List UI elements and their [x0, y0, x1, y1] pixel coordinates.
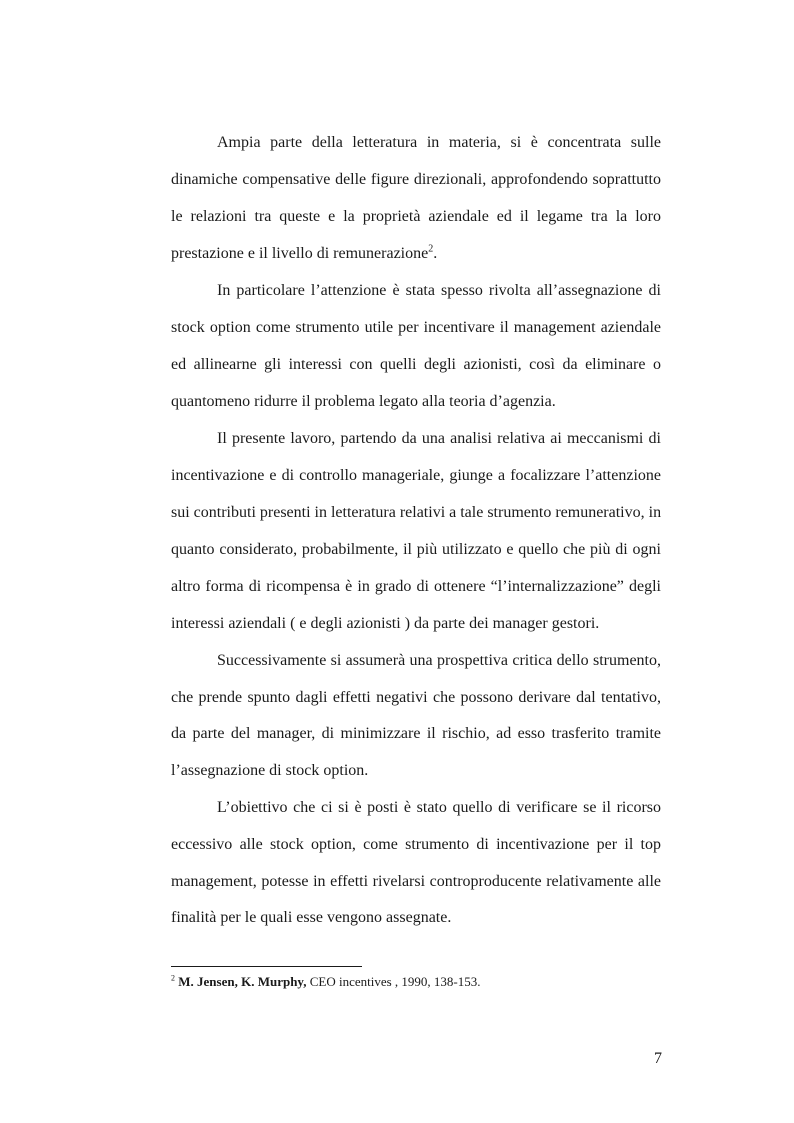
paragraph-1-end-punct: . — [433, 245, 438, 262]
paragraph-2-line-3: ed allinearne gli interessi con quelli degli azionisti, così da eliminare o — [171, 356, 661, 373]
footnote — [171, 974, 481, 990]
paragraph-4-line-4: l’assegnazione di stock option. — [171, 762, 369, 779]
paragraph-2-line-4: quantomeno ridurre il problema legato alla teoria d’agenzia. — [171, 393, 556, 410]
paragraph-3-line-2: incentivazione e di controllo manageriale, giunge a focalizzare l’attenzione — [171, 467, 661, 484]
paragraph-1-line-3: le relazioni tra queste e la proprietà aziendale ed il legame tra la loro — [171, 208, 661, 225]
paragraph-1-line-1: Ampia parte della letteratura in materia, si è concentrata sulle — [217, 134, 661, 151]
paragraph-4-line-1: Successivamente si assumerà una prospettiva critica dello strumento, — [217, 652, 661, 669]
paragraph-1-line-2: dinamiche compensative delle figure direzionali, approfondendo soprattutto — [171, 171, 661, 188]
paragraph-1-line-4-text: prestazione e il livello di remunerazione — [171, 245, 429, 262]
footnote-number: 2 — [171, 973, 175, 983]
paragraph-4-line-3: da parte del manager, di minimizzare il rischio, ad esso trasferito tramite — [171, 725, 661, 742]
paragraph-5-line-1: L’obiettivo che ci si è posti è stato quello di verificare se il ricorso — [217, 799, 661, 816]
footnote-text: CEO incentives , 1990, 138-153. — [306, 974, 481, 989]
paragraph-5-line-2: eccessivo alle stock option, come strumento di incentivazione per il top — [171, 836, 661, 853]
paragraph-3-line-3: sui contributi presenti in letteratura relativi a tale strumento remunerativo, in — [171, 504, 662, 521]
paragraph-3-line-4: quanto considerato, probabilmente, il più utilizzato e quello che più di ogni — [171, 541, 661, 558]
footnote-separator — [171, 966, 362, 967]
paragraph-2-line-1: In particolare l’attenzione è stata spesso rivolta all’assegnazione di — [217, 282, 661, 299]
paragraph-5-line-4: finalità per le quali esse vengono assegnate. — [171, 909, 452, 926]
paragraph-2-line-2: stock option come strumento utile per incentivare il management aziendale — [171, 319, 661, 336]
paragraph-3-line-6: interessi aziendali ( e degli azionisti ) da parte dei manager gestori. — [171, 615, 600, 632]
paragraph-3-line-1: Il presente lavoro, partendo da una analisi relativa ai meccanismi di — [217, 430, 661, 447]
footnote-reference: 2 — [428, 243, 434, 255]
paragraph-4-line-2: che prende spunto dagli effetti negativi che possono derivare dal tentativo, — [171, 689, 661, 706]
paragraph-1-line-4 — [171, 244, 661, 264]
paragraph-5-line-3: management, potesse in effetti rivelarsi controproducente relativamente alle — [171, 873, 661, 890]
paragraph-3-line-5: altro forma di ricompensa è in grado di ottenere “l’internalizzazione” degli — [171, 578, 661, 595]
page-number: 7 — [654, 1050, 662, 1067]
footnote-authors: M. Jensen, K. Murphy, — [178, 974, 307, 989]
